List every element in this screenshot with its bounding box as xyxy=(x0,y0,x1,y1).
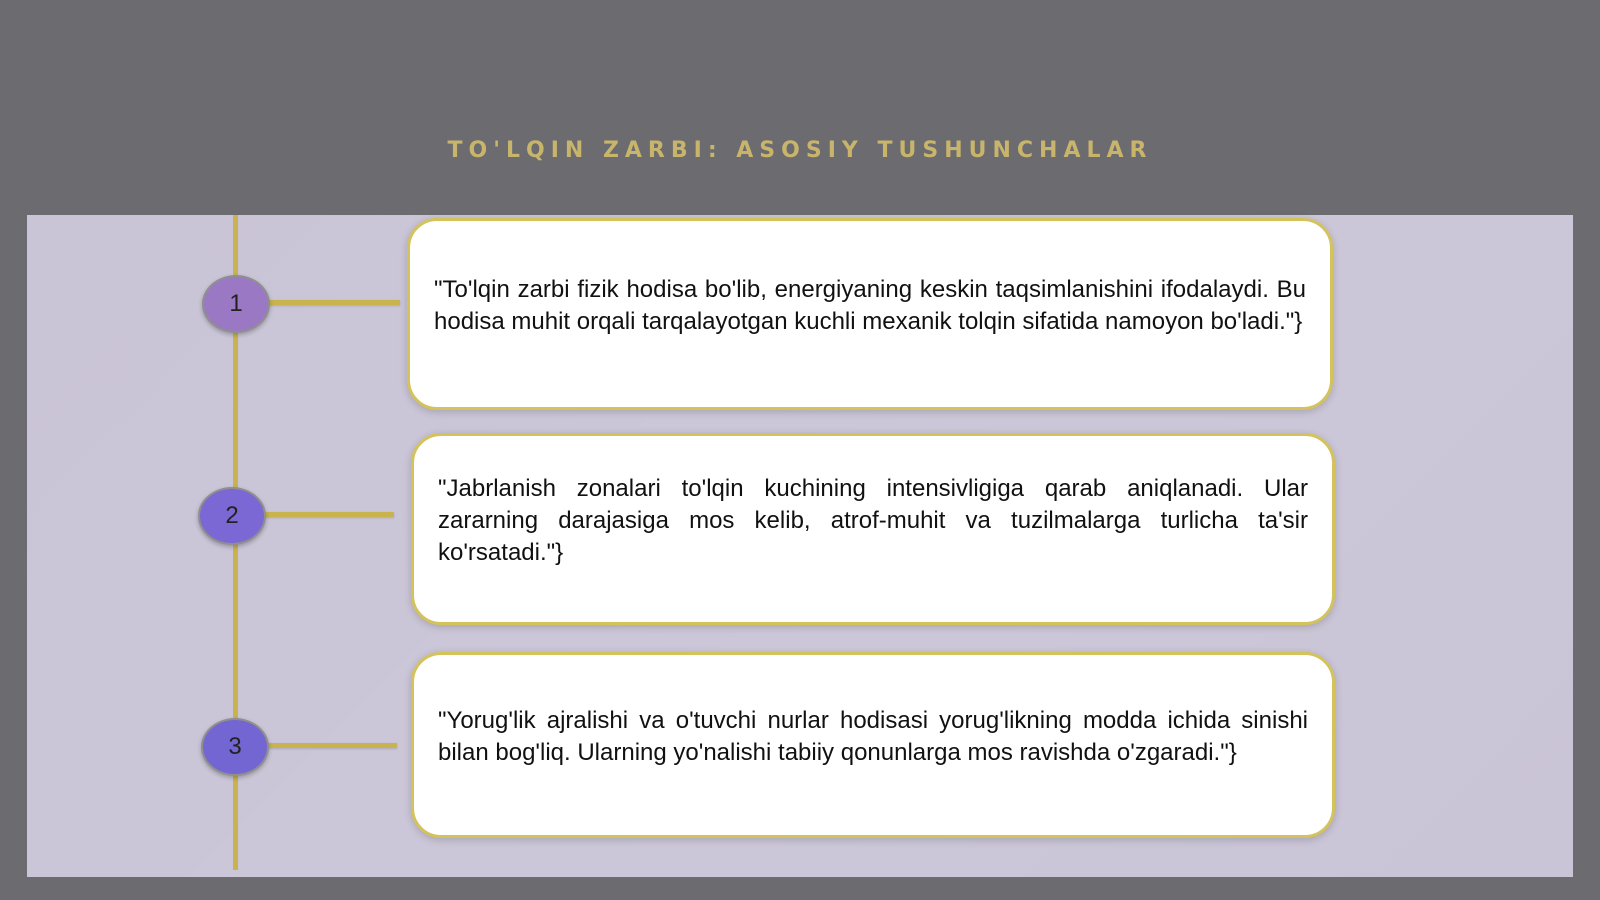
timeline-node-3 xyxy=(201,718,269,776)
timeline-node-1 xyxy=(202,275,270,333)
timeline-card-text: "To'lqin zarbi fizik hodisa bo'lib, energiyaning keskin taqsimlanishini ifodalaydi. Bu hodisa muhit orqali tarqalayotgan kuchli mexanik tolqin sifatida namoyon bo'ladi."} xyxy=(434,276,1306,335)
timeline-node-number: 3 xyxy=(228,733,242,760)
timeline-card-text: "Jabrlanish zonalari to'lqin kuchining intensivligiga qarab aniqlanadi. Ular zararning darajasiga mos kelib, atrof-muhit va tuzilmalarga turlicha ta'sir ko'rsatadi."} xyxy=(438,475,1308,566)
timeline-node-number: 2 xyxy=(225,502,239,529)
timeline-node-2 xyxy=(198,487,266,545)
timeline-card-2 xyxy=(411,433,1335,625)
timeline-card-text: "Yorug'lik ajralishi va o'tuvchi nurlar hodisasi yorug'likning modda ichida sinishi bilan bog'liq. Ularning yo'nalishi tabiiy qonunlarga mos ravishda o'zgaradi."} xyxy=(438,707,1308,766)
slide-title: TO'LQIN ZARBI: ASOSIY TUSHUNCHALAR xyxy=(447,138,1153,163)
timeline-connector-2 xyxy=(264,512,394,517)
timeline-connector-3 xyxy=(267,743,397,748)
timeline-card-3 xyxy=(411,652,1335,838)
timeline-node-number: 1 xyxy=(229,290,243,317)
timeline-card-1 xyxy=(407,218,1333,410)
timeline-connector-1 xyxy=(268,300,400,305)
